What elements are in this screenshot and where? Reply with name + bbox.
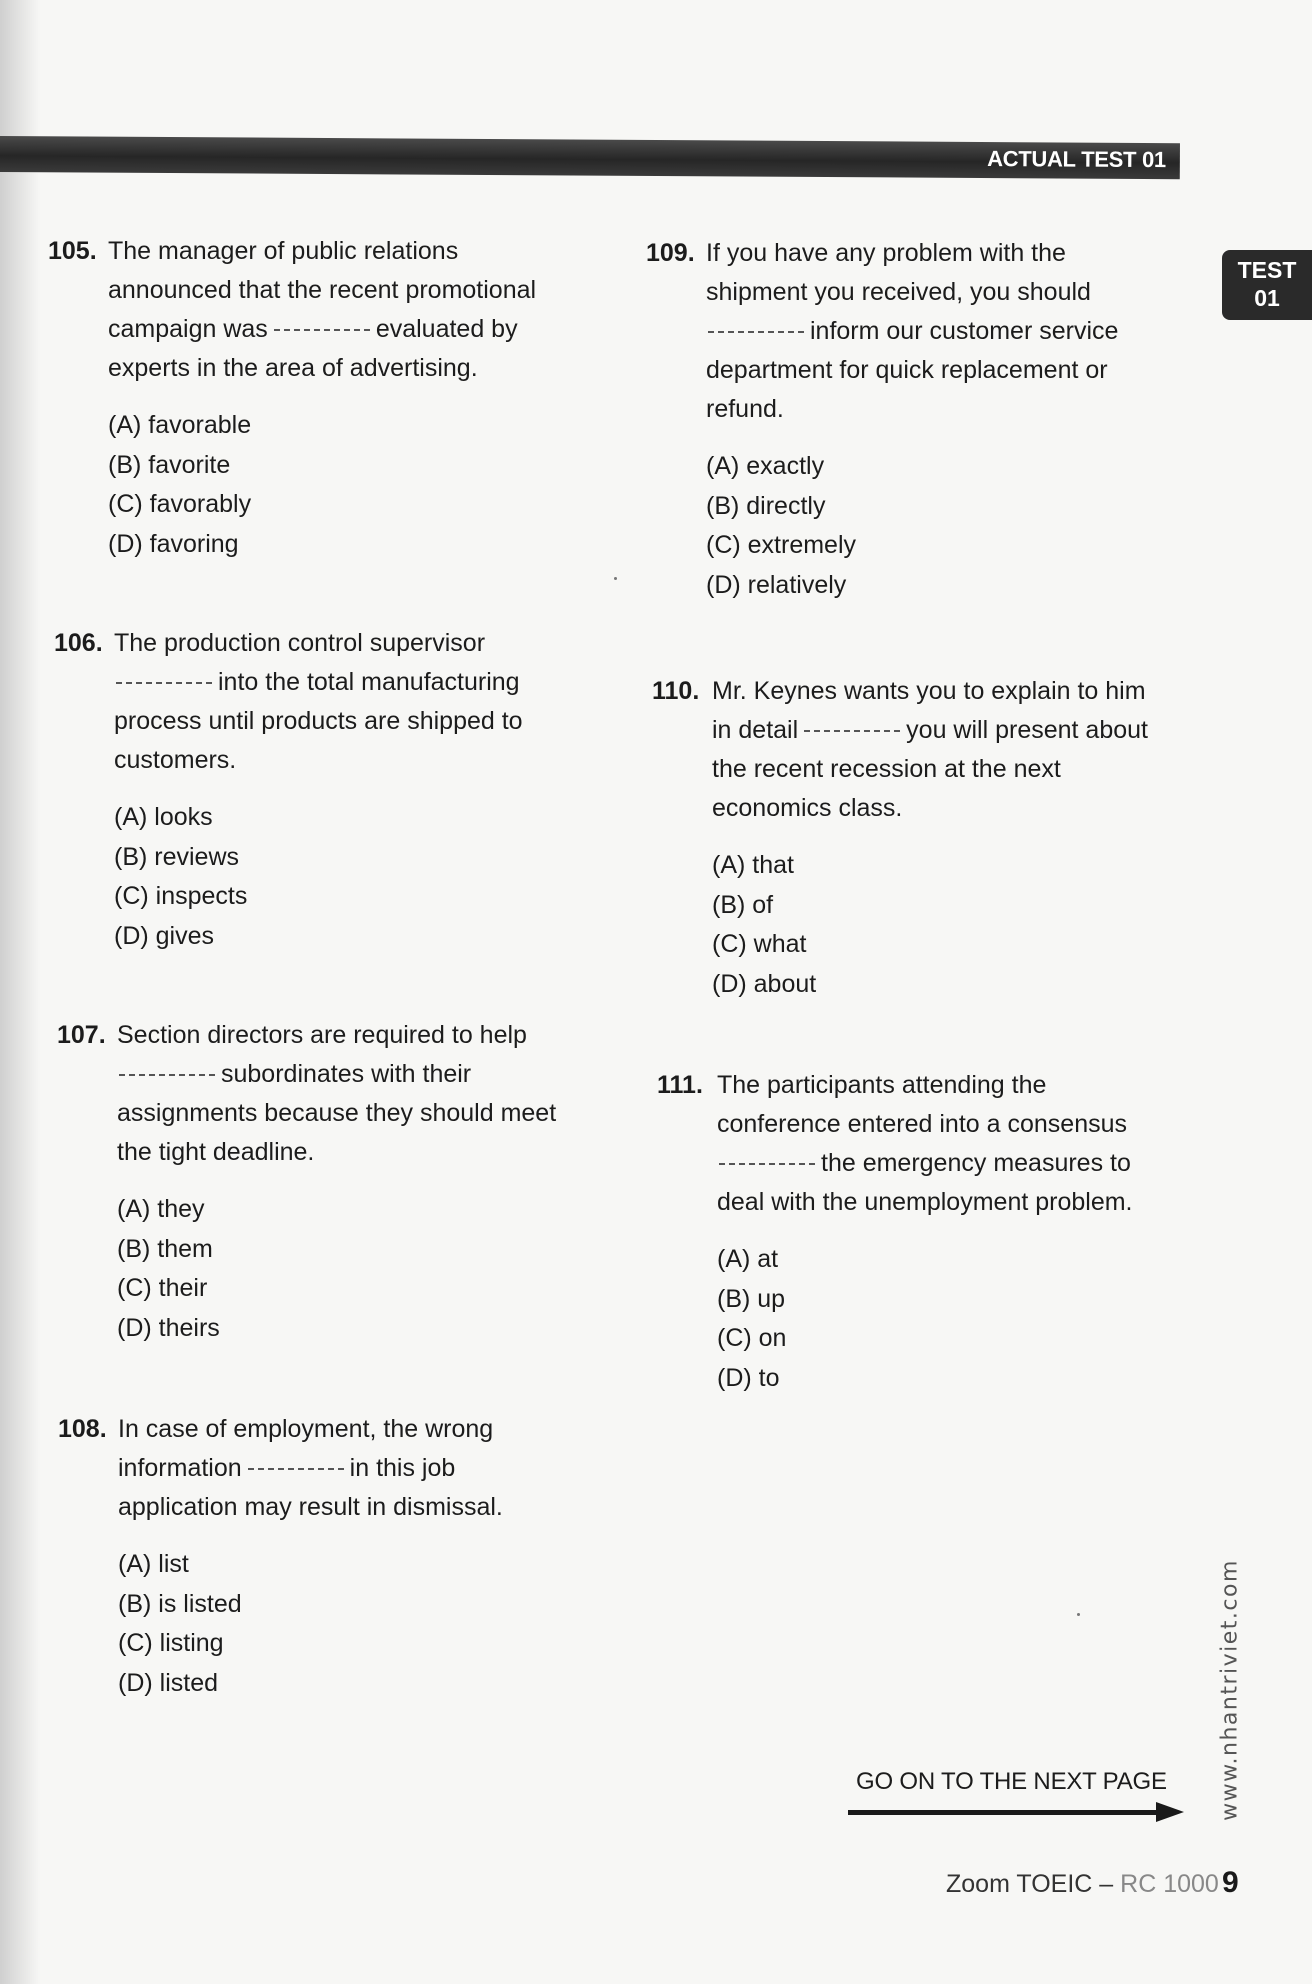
footer-separator: – — [1092, 1870, 1121, 1898]
footer-brand: Zoom TOEIC — [946, 1870, 1093, 1898]
question-line-with-blank — [118, 1449, 578, 1488]
footer-series: RC 1000 — [1120, 1870, 1219, 1898]
question-line — [652, 711, 1172, 750]
question-text-after-blank: evaluated by — [375, 315, 518, 343]
arrow-right-icon — [1156, 1802, 1184, 1822]
question-line — [58, 1410, 578, 1449]
answer-blank — [708, 331, 804, 333]
page-binding-shadow — [0, 0, 40, 1984]
question-text: experts in the area of advertising. — [108, 354, 478, 382]
question-text: deal with the unemployment problem. — [717, 1188, 1133, 1216]
answer-option[interactable]: (A) list — [118, 1550, 189, 1578]
question-number: 105. — [48, 237, 97, 265]
question-text: refund. — [706, 395, 784, 423]
print-speck — [1077, 1613, 1080, 1616]
question-line — [54, 702, 574, 741]
question-107 — [57, 1016, 577, 1348]
question-108 — [58, 1410, 578, 1703]
test-tab-number: 01 — [1254, 285, 1280, 311]
question-text-after-blank: you will present about — [906, 716, 1148, 744]
question-text: Section directors are required to help — [117, 1021, 527, 1049]
question-text: assignments because they should meet — [117, 1099, 557, 1127]
print-speck — [614, 577, 617, 580]
answer-option[interactable]: (C) listing — [118, 1629, 224, 1657]
question-line — [657, 1105, 1177, 1144]
question-text: conference entered into a consensus — [717, 1110, 1127, 1138]
next-page-label: GO ON TO THE NEXT PAGE — [856, 1768, 1167, 1795]
question-line — [48, 271, 568, 310]
answer-options — [712, 846, 1172, 1004]
answer-blank — [248, 1468, 344, 1470]
question-line — [652, 789, 1172, 828]
question-line — [54, 663, 574, 702]
question-number: 108. — [58, 1415, 107, 1443]
answer-option[interactable]: (B) is listed — [118, 1589, 242, 1618]
answer-options — [117, 1190, 577, 1348]
question-line — [48, 232, 568, 271]
question-text-after-blank: in this job — [349, 1454, 456, 1482]
answer-option[interactable]: (A) looks — [114, 803, 213, 831]
question-text: shipment you received, you should — [706, 278, 1091, 306]
answer-option[interactable]: (A) that — [712, 851, 794, 879]
question-text: The participants attending the — [717, 1071, 1047, 1099]
question-line — [58, 1449, 578, 1488]
question-line — [646, 390, 1166, 429]
question-line — [57, 1133, 577, 1172]
answer-option[interactable]: (D) about — [712, 969, 817, 998]
page-number: 9 — [1222, 1866, 1239, 1899]
answer-option[interactable]: (D) theirs — [117, 1313, 220, 1342]
question-line — [646, 351, 1166, 390]
question-line-with-blank — [108, 310, 568, 349]
test-tab-label: TEST — [1237, 257, 1297, 283]
question-number: 110. — [652, 677, 700, 705]
question-line-with-blank — [712, 711, 1172, 750]
answer-blank — [719, 1163, 815, 1165]
question-line-with-blank — [706, 312, 1166, 351]
question-line — [652, 750, 1172, 789]
question-text: department for quick replacement or — [706, 356, 1108, 384]
question-text: customers. — [114, 746, 237, 774]
question-106 — [54, 624, 574, 956]
answer-option[interactable]: (B) favorite — [108, 450, 231, 479]
test-tab — [1222, 250, 1312, 320]
question-text: Mr. Keynes wants you to explain to him — [712, 677, 1146, 705]
question-number: 109. — [646, 239, 695, 267]
answer-option[interactable]: (D) gives — [114, 921, 215, 950]
question-111 — [657, 1066, 1177, 1398]
question-line — [657, 1066, 1177, 1105]
answer-options — [118, 1545, 578, 1703]
watermark-url — [1210, 1560, 1250, 1820]
answer-option[interactable]: (D) listed — [118, 1668, 219, 1697]
answer-blank — [274, 329, 370, 331]
question-text-before-blank: information — [118, 1454, 242, 1482]
answer-option[interactable]: (C) inspects — [114, 882, 248, 910]
answer-blank — [804, 730, 900, 732]
answer-option[interactable]: (A) exactly — [706, 452, 825, 480]
question-line-with-blank — [717, 1144, 1177, 1183]
question-line — [646, 312, 1166, 351]
question-110 — [652, 672, 1172, 1004]
next-page-indicator — [848, 1768, 1188, 1796]
answer-option[interactable]: (C) on — [717, 1324, 787, 1352]
question-text: The production control supervisor — [114, 629, 486, 657]
watermark-text: www.nhantriviet.com — [1217, 1559, 1243, 1821]
answer-option[interactable]: (B) of — [712, 890, 774, 919]
question-text-after-blank: subordinates with their — [221, 1060, 472, 1088]
answer-option[interactable]: (C) what — [712, 930, 807, 958]
question-line — [657, 1144, 1177, 1183]
answer-option[interactable]: (B) up — [717, 1284, 786, 1313]
next-page-arrow-line — [848, 1810, 1166, 1815]
question-109 — [646, 234, 1166, 605]
answer-option[interactable]: (A) favorable — [108, 411, 252, 439]
answer-option[interactable]: (D) favoring — [108, 529, 239, 558]
question-text: process until products are shipped to — [114, 707, 523, 735]
answer-blank — [119, 1074, 215, 1076]
answer-options — [717, 1240, 1177, 1398]
answer-options — [108, 406, 568, 564]
question-text: the tight deadline. — [117, 1138, 315, 1166]
question-text: announced that the recent promotional — [108, 276, 537, 304]
question-number: 107. — [57, 1021, 106, 1049]
question-line — [54, 624, 574, 663]
answer-option[interactable]: (D) relatively — [706, 570, 847, 599]
footer-title — [946, 1870, 1219, 1899]
question-text: application may result in dismissal. — [118, 1493, 503, 1521]
answer-option[interactable]: (D) to — [717, 1363, 780, 1392]
question-line — [57, 1016, 577, 1055]
answer-option[interactable]: (A) at — [717, 1245, 779, 1273]
answer-option[interactable]: (B) them — [117, 1234, 213, 1263]
question-text: The manager of public relations — [108, 237, 459, 265]
question-number: 111. — [657, 1071, 703, 1099]
question-number: 106. — [54, 629, 103, 657]
answer-option[interactable]: (C) favorably — [108, 490, 252, 518]
question-105 — [48, 232, 568, 564]
question-line — [48, 310, 568, 349]
answer-option[interactable]: (B) directly — [706, 491, 826, 520]
header-bar — [0, 136, 1180, 179]
question-line — [646, 234, 1166, 273]
answer-option[interactable]: (B) reviews — [114, 842, 240, 871]
question-line — [58, 1488, 578, 1527]
header-title: ACTUAL TEST 01 — [987, 146, 1166, 173]
answer-option[interactable]: (C) extremely — [706, 531, 857, 559]
answer-options — [706, 447, 1166, 605]
question-line — [657, 1183, 1177, 1222]
question-line-with-blank — [114, 663, 574, 702]
question-line — [54, 741, 574, 780]
question-text: the recent recession at the next — [712, 755, 1061, 783]
question-line — [57, 1094, 577, 1133]
question-text: economics class. — [712, 794, 903, 822]
answer-option[interactable]: (C) their — [117, 1274, 208, 1302]
question-line-with-blank — [117, 1055, 577, 1094]
question-line — [646, 273, 1166, 312]
question-line — [48, 349, 568, 388]
question-text-after-blank: the emergency measures to — [821, 1149, 1131, 1177]
question-text-after-blank: into the total manufacturing — [218, 668, 520, 696]
question-line — [652, 672, 1172, 711]
question-text-after-blank: inform our customer service — [810, 317, 1119, 345]
question-line — [57, 1055, 577, 1094]
answer-option[interactable]: (A) they — [117, 1195, 205, 1223]
question-text: If you have any problem with the — [706, 239, 1066, 267]
answer-blank — [116, 682, 212, 684]
answer-options — [114, 798, 574, 956]
question-text-before-blank: in detail — [712, 716, 799, 744]
question-text-before-blank: campaign was — [108, 315, 268, 343]
question-text: In case of employment, the wrong — [118, 1415, 494, 1443]
